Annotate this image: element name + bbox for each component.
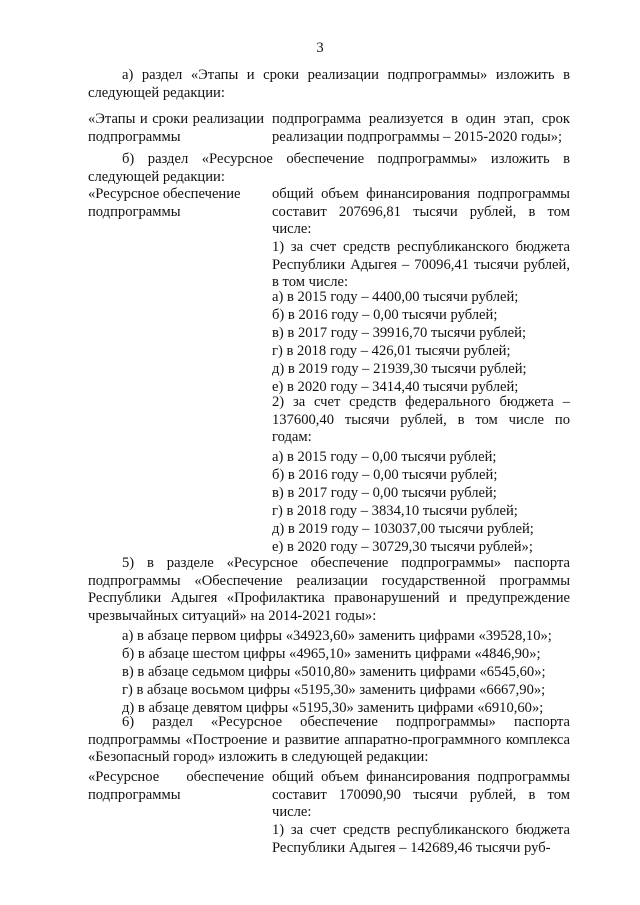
- item-5-change: б) в абзаце шестом цифры «4965,10» заменить цифрами «4846,90»;: [122, 646, 541, 662]
- item-6-total: общий объем финансирования подпрограммы составит 170090,90 тысячи рублей, в том числе:: [272, 769, 570, 821]
- item-b-table-left: «Ресурсное обеспечение подпрограммы: [88, 186, 241, 220]
- item-5-change: в) в абзаце седьмом цифры «5010,80» заменить цифрами «6545,60»;: [122, 664, 546, 680]
- page-number: 3: [316, 40, 324, 56]
- item-5-change: г) в абзаце восьмом цифры «5195,30» заменить цифрами «6667,90»;: [122, 682, 546, 698]
- item-b-federal-year: е) в 2020 году – 30729,30 тысячи рублей»;: [272, 539, 533, 555]
- item-6-regional: 1) за счет средств республиканского бюджета Республики Адыгея – 142689,46 тысячи руб-: [272, 822, 570, 856]
- item-b-regional-year: е) в 2020 году – 3414,40 тысячи рублей;: [272, 379, 519, 395]
- item-b-federal-year: г) в 2018 году – 3834,10 тысячи рублей;: [272, 503, 518, 519]
- item-b-regional-year: б) в 2016 году – 0,00 тысячи рублей;: [272, 307, 498, 323]
- item-a-table-left: «Этапы и сроки реализации подпрограммы: [88, 111, 264, 145]
- item-b-regional: 1) за счет средств республиканского бюджета Республики Адыгея – 70096,41 тысячи рублей, в том числе:: [272, 239, 570, 291]
- item-a-intro: а) раздел «Этапы и сроки реализации подпрограммы» изложить в следующей редакции:: [88, 67, 570, 101]
- item-5-change: а) в абзаце первом цифры «34923,60» заменить цифрами «39528,10»;: [122, 628, 552, 644]
- item-b-federal-year: а) в 2015 году – 0,00 тысячи рублей;: [272, 449, 497, 465]
- item-b-intro: б) раздел «Ресурсное обеспечение подпрограммы» изложить в следующей редакции:: [88, 151, 570, 185]
- item-b-regional-year: а) в 2015 году – 4400,00 тысячи рублей;: [272, 289, 519, 305]
- item-b-regional-year: г) в 2018 году – 426,01 тысячи рублей;: [272, 343, 511, 359]
- item-5-intro: 5) в разделе «Ресурсное обеспечение подпрограммы» паспорта подпрограммы «Обеспечение реализации государственной программы Республики Адыгея «Профилактика правонарушений и предупреждение чрезвычайных ситуаций» на 2014-2021 годы»:: [88, 555, 570, 624]
- item-6-table-left: «Ресурсное обеспечение подпрограммы: [88, 769, 264, 803]
- item-b-total: общий объем финансирования подпрограммы составит 207696,81 тысячи рублей, в том числе:: [272, 186, 570, 238]
- item-5-change: д) в абзаце девятом цифры «5195,30» заменить цифрами «6910,60»;: [122, 700, 544, 716]
- item-6-intro: 6) раздел «Ресурсное обеспечение подпрограммы» паспорта подпрограммы «Построение и развитие аппаратно-программного комплекса «Безопасный город» изложить в следующей редакции:: [88, 714, 570, 766]
- item-b-federal-year: в) в 2017 году – 0,00 тысячи рублей;: [272, 485, 497, 501]
- item-b-regional-year: д) в 2019 году – 21939,30 тысячи рублей;: [272, 361, 527, 377]
- item-b-federal-year: б) в 2016 году – 0,00 тысячи рублей;: [272, 467, 498, 483]
- item-b-regional-year: в) в 2017 году – 39916,70 тысячи рублей;: [272, 325, 527, 341]
- item-a-table-right: подпрограмма реализуется в один этап, срок реализации подпрограммы – 2015-2020 годы»;: [272, 111, 570, 145]
- item-b-federal-year: д) в 2019 году – 103037,00 тысячи рублей;: [272, 521, 534, 537]
- item-b-federal: 2) за счет средств федерального бюджета – 137600,40 тысячи рублей, в том числе по годам:: [272, 394, 570, 446]
